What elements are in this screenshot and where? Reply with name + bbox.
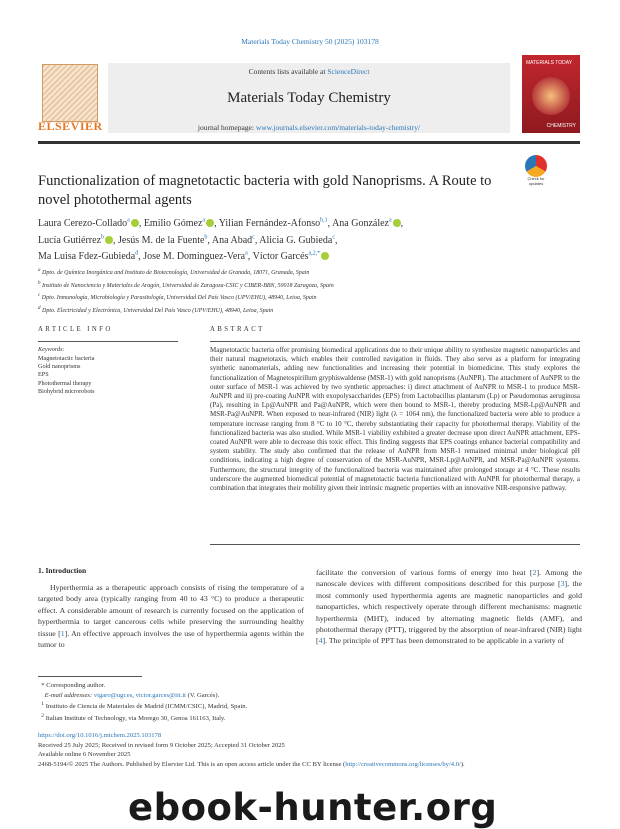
homepage-prefix: journal homepage: <box>197 123 256 132</box>
introduction-column-1 <box>38 582 304 650</box>
check-updates-label: Check for updates <box>527 176 545 186</box>
author-separator: , <box>138 251 141 262</box>
license-suffix: ). <box>460 760 465 768</box>
author-affiliation-marker[interactable]: a <box>245 250 248 257</box>
citation-link-1[interactable]: 1 <box>60 628 65 638</box>
intro-text-2a: facilitate the conversion of various forms of energy into heat [ <box>316 568 533 577</box>
author-name[interactable]: Jose M. Dominguez-Vera <box>143 251 246 262</box>
footnotes <box>38 681 578 724</box>
author-name[interactable]: Ma Luisa Fdez-Gubieda <box>38 251 136 262</box>
author-entry <box>38 251 141 262</box>
author-name[interactable]: Alicia G. Gubieda <box>259 234 333 246</box>
author-entry <box>38 235 116 246</box>
affiliation-text: Instituto de Nanociencia y Materiales de Aragón, Universidad de Zaragoza-CSIC y CIBER-BBN, 50018 Zaragoza, Spain <box>40 282 334 289</box>
article-info-divider <box>38 341 178 342</box>
homepage-line <box>108 123 510 132</box>
license-text: 2468-5194/© 2025 The Authors. Published by Elsevier Ltd. This is an open access article under the CC BY license ( <box>38 760 346 768</box>
footnote-2: $^2$ Italian Institute of Technology, via Morego 30, Genoa 161163, Italy. <box>41 712 226 723</box>
received-dates: Received 25 July 2025; Received in revised form 9 October 2025; Accepted 31 October 2025 <box>38 741 285 749</box>
author-entry <box>144 218 217 229</box>
license-link[interactable]: http://creativecommons.org/licenses/by/4.0/ <box>345 760 461 768</box>
author-separator: , <box>254 234 258 246</box>
author-affiliation-marker[interactable]: c <box>332 234 335 241</box>
orcid-icon[interactable] <box>105 236 113 244</box>
corresponding-label: Corresponding author. <box>46 682 106 689</box>
affiliation-text: Dpto. Electricidad y Electrónica, Universidad Del País Vasco (UPV/EHU), 48940, Leioa, Spain <box>40 307 274 314</box>
available-online: Available online 6 November 2025 <box>38 751 131 759</box>
author-affiliation-marker[interactable]: a <box>388 217 392 224</box>
author-separator: , <box>335 234 338 246</box>
intro-text-1b: ]. An effective approach involves the use of hyperthermia agents within the tumor to <box>38 628 304 650</box>
journal-reference[interactable]: Materials Today Chemistry 50 (2025) 103178 <box>241 37 379 46</box>
publisher-name: ELSEVIER <box>38 119 103 133</box>
footnote-2-text: Italian Institute of Technology, via Morego 30, Genoa 161163, Italy. <box>45 715 226 723</box>
keyword: Gold nanoprisms <box>38 363 81 371</box>
author-entry <box>253 251 329 262</box>
author-entry <box>118 235 210 246</box>
keywords-title: Keywords: <box>38 346 65 353</box>
email-line: E-mail addresses: vigaro@ugr.es, victor.garces@iit.it (V. Garcés). <box>44 691 220 699</box>
author-name[interactable]: Yilian Fernández-Afonso <box>218 218 321 229</box>
keyword: Magnetotactic bacteria <box>38 355 95 362</box>
homepage-link[interactable]: www.journals.elsevier.com/materials-today-chemistry/ <box>255 123 421 132</box>
affiliation <box>38 291 578 304</box>
author-name[interactable]: Víctor Garcés <box>252 251 309 262</box>
article-metadata <box>38 731 583 769</box>
affiliation-text: Dpto. Inmunología, Microbiología y Parasitología, Universidad Del País Vasco (UPV/EHU), 48940, Leioa, Spain <box>40 295 317 301</box>
email-label: E-mail addresses: <box>44 691 93 699</box>
author-affiliation-marker[interactable]: b <box>101 234 105 241</box>
affiliation-marker: b <box>38 280 41 286</box>
author-affiliation-marker[interactable]: b,1 <box>320 217 328 224</box>
introduction-heading: 1. Introduction <box>38 566 87 575</box>
intro-text-2b: ]. Among the nanoscale devices with different compositions described for this purpose [ <box>316 568 582 589</box>
intro-text-1a: Hyperthermia as a therapeutic approach consists of rising the temperature of a targeted body area (typically ranging from 40 to 43 °C) to produce a therapeutic effect. A considerable amount of research is currently focused on the application of hyperthermia to target cancerous cells while preserving the surrounding healthy tissue [ <box>38 583 304 638</box>
author-entry <box>38 218 141 229</box>
author-name[interactable]: Lucía Gutiérrez <box>38 234 102 246</box>
watermark: ebook-hunter.org <box>128 786 498 829</box>
author-name[interactable]: Emilio Gómez <box>143 218 203 229</box>
author-separator: , <box>138 218 142 229</box>
abstract-bottom-divider <box>210 544 580 545</box>
author-affiliation-marker[interactable]: d <box>135 250 139 257</box>
affiliation <box>38 279 578 292</box>
check-for-updates-button[interactable] <box>521 155 551 185</box>
author-separator: , <box>214 218 217 229</box>
author-affiliation-marker[interactable]: a <box>202 217 206 224</box>
affiliation <box>38 266 578 279</box>
author-separator: , <box>247 251 251 262</box>
author-separator: , <box>400 218 404 229</box>
keyword-list <box>38 355 95 396</box>
cover-bottom-label: CHEMISTRY <box>546 123 576 129</box>
author-name[interactable]: Laura Cerezo-Collado <box>38 218 128 229</box>
author-affiliation-marker[interactable]: a,2,* <box>308 250 321 257</box>
orcid-icon[interactable] <box>131 219 139 227</box>
elsevier-logo <box>38 64 103 134</box>
footnote-1: $^1$ Instituto de Ciencia de Materiales de Madrid (ICMM/CSIC), Madrid, Spain. <box>41 701 248 711</box>
citation-link-2[interactable]: 2 <box>532 568 537 577</box>
affiliation-marker: c <box>38 293 41 298</box>
footnote-divider <box>38 676 142 677</box>
author-entry <box>143 251 250 262</box>
journal-title: Materials Today Chemistry <box>227 90 391 106</box>
citation-link-3[interactable]: 3 <box>560 579 565 589</box>
author-separator: , <box>207 234 210 246</box>
author-name[interactable]: Ana González <box>332 218 389 229</box>
author-separator: , <box>327 218 331 229</box>
author-entry <box>219 218 330 229</box>
email-suffix: (V. Garcés). <box>187 691 220 699</box>
abstract-divider <box>210 341 580 342</box>
email-link-2[interactable]: victor.garces@iit.it <box>135 691 186 699</box>
orcid-icon[interactable] <box>206 219 214 227</box>
abstract-heading: ABSTRACT <box>210 326 265 333</box>
author-affiliation-marker[interactable]: b <box>204 234 208 241</box>
corresponding-author-note: * Corresponding author. <box>38 682 106 689</box>
cover-label: MATERIALS TODAY <box>526 60 573 66</box>
journal-masthead <box>108 63 510 133</box>
intro-text-2d: ]. The principle of PPT has been demonstrated to be applicable in a variety of <box>322 636 565 646</box>
author-list <box>38 216 578 266</box>
author-name[interactable]: Jesús M. de la Fuente <box>118 234 205 246</box>
orcid-icon[interactable] <box>393 219 401 227</box>
license-line <box>38 760 583 770</box>
keyword: Photothermal therapy <box>38 379 92 387</box>
orcid-icon[interactable] <box>321 252 329 260</box>
paper-title: Functionalization of magnetotactic bacteria with gold Nanoprisms. A Route to novel photothermal agents <box>38 173 492 208</box>
affiliation-marker: d <box>38 305 41 311</box>
intro-text-2c: ], the most commonly used hyperthermia agents are magnetic nanoparticles and gold nanoparticles, which respectively operate through different mechanisms: magnetic hyperthermia (MHT), induced by alternating magnetic fields (AMF), and photothermal therapy (PTT), triggered by the absorption of near-infrared (NIR) light [ <box>316 579 582 646</box>
journal-cover-image[interactable] <box>522 55 580 133</box>
author-separator: , <box>113 234 116 246</box>
author-affiliation-marker[interactable]: a <box>127 217 130 224</box>
author-affiliation-marker[interactable]: c <box>252 234 255 241</box>
doi-link[interactable]: https://doi.org/10.1016/j.mtchem.2025.103178 <box>38 732 162 739</box>
elsevier-tree-icon <box>42 64 98 122</box>
author-entry <box>259 235 337 246</box>
contents-line <box>108 67 510 76</box>
sciencedirect-link[interactable]: ScienceDirect <box>327 67 370 76</box>
article-info-heading: ARTICLE INFO <box>38 326 113 333</box>
author-entry <box>212 235 257 246</box>
affiliation <box>38 304 578 317</box>
email-link-1[interactable]: vigaro@ugr.es <box>93 691 133 699</box>
check-updates-icon <box>525 155 547 177</box>
contents-prefix: Contents lists available at <box>248 67 328 76</box>
keyword: EPS <box>38 371 49 379</box>
citation-link-4[interactable]: 4 <box>318 636 323 646</box>
author-entry <box>332 218 403 229</box>
keyword: Biohybrid microrobots <box>38 387 95 395</box>
affiliation-list <box>38 266 578 316</box>
cover-artwork <box>532 77 570 115</box>
footnote-1-text: Instituto de Ciencia de Materiales de Madrid (ICMM/CSIC), Madrid, Spain. <box>45 703 248 711</box>
affiliation-text: Dpto. de Química Inorgánica and Instituto de Biotecnología, Universidad de Granada, 18071, Granada, Spain <box>40 270 310 276</box>
header-divider <box>38 141 580 144</box>
affiliation-marker: a <box>38 268 41 273</box>
abstract-text: Magnetotactic bacteria offer promising biomedical applications due to their unique ability to synthesize magnetic nanoparticles and their natural magnetotaxis, which enables their controlled navigation in fluids. They also serve as a platform for integrating synthetic nanomaterials, adding new functionalities and increasing their potential in biomedicine. This study explores the functionalization of Magnetospirillum gryphiswaldense (MSR-1) with gold nanoprisms (AuNPR). The attachment of AuNPR to the outer surface of MSR-1 was achieved by two synthetic approaches: i) direct attachment of AuNPR to MSR-1 to produce MSR-AuNPR and ii) pre-coating AuNPR with exopolysaccharides (EPS) from Lactobacillus plantarum (Lp) or Pseudomonas aeruginosa (Pa), resulting in Lp@AuNPR and Pa@AuNPR, which were then bound to MSR-1, thereby producing MSR-Lp@AuNPR and MSR-Pa@AuNPR. When exposed to near-infrared (NIR) light (λ = 1064 nm), the functionalized bacteria were able to produce a temperature increase ranging from 8 °C to 10 °C, thereby substantiating their capacity for photothermal therapy. Viability of the functionalized bacteria was also studied. While MSR-1 viability exhibited a greater decrease upon direct AuNPR attachment, EPS-coated AuNPR were able to decrease this toxic effect. This finding suggests that EPS coatings enhance bacterial compatibility and system stability. The study also confirmed that the release of AuNPR from MSR-1 remained minimal under biological pH conditions, indicating a high degree of conservation of the MSR-AuNPR, MSR-Lp@AuNPR, and MSR-Pa@AuNPR systems. Furthermore, the structural integrity of the functionalized bacteria was maintained after prolonged storage at 4 °C. These results underscore the augmented biomedical potential of magnetotactic bacteria functionalized with AuNPR for photothermal therapy, a combination that integrates their mobility given their intrinsic magnetic properties with an innovative NIR-responsive pathway. <box>210 346 580 493</box>
introduction-column-2 <box>316 567 582 647</box>
author-name[interactable]: Ana Abad <box>211 234 253 246</box>
